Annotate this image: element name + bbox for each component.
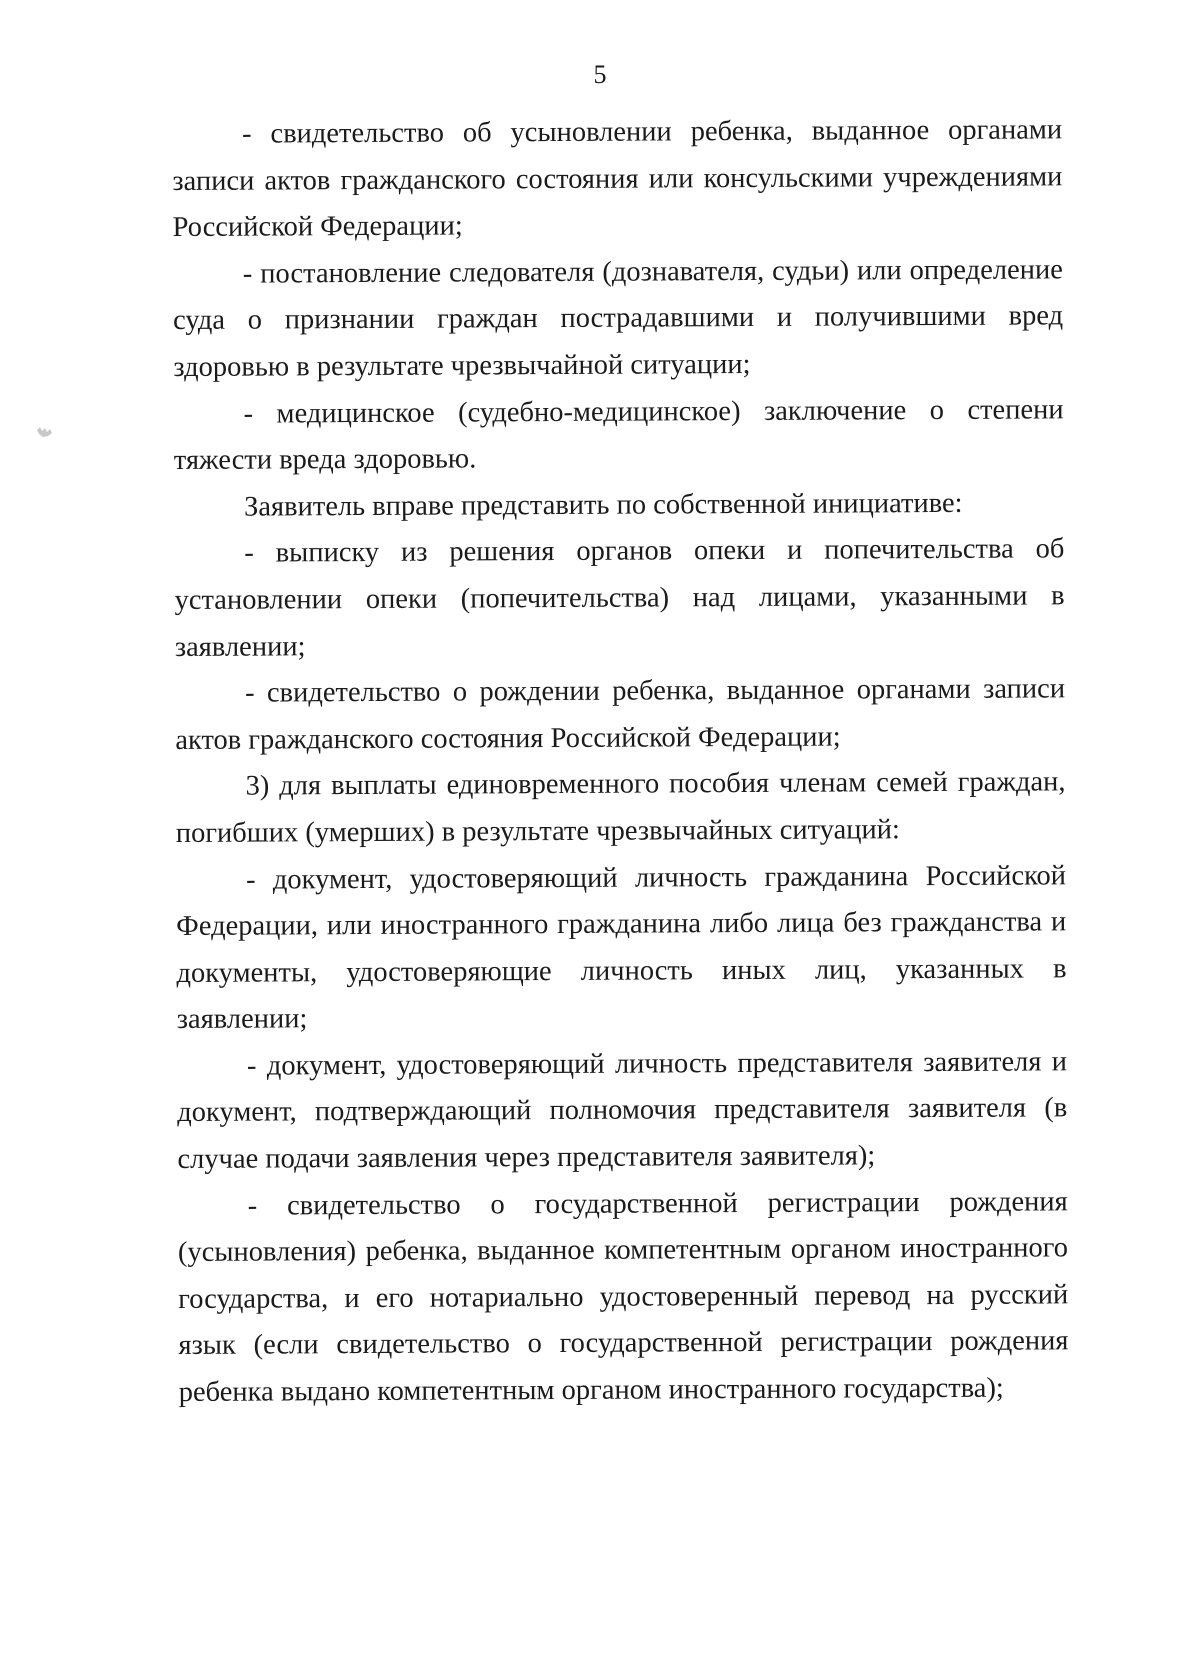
paragraph-birth-certificate: - свидетельство о рождении ребенка, выданное органами записи актов гражданского состояния Российской Федерации; <box>175 673 1066 756</box>
paragraph-medical-conclusion: - медицинское (судебно-медицинское) заключение о степени тяжести вреда здоровью. <box>173 393 1064 477</box>
paragraph-foreign-birth-registration: - свидетельство о государственной регистрации рождения (усыновления) ребенка, выданное компетентным органом иностранного государства, и его нотариально удостоверенный перевод на русский язык (если свидетельство о государственной регистрации рождения ребенка выдано компетентным органом иностранного государства); <box>177 1185 1069 1409</box>
page-number: 5 <box>593 60 607 89</box>
paragraph-representative-document: - документ, удостоверяющий личность представителя заявителя и документ, подтверждающий полномочия представителя заявителя (в случае подачи заявления через представителя заявителя); <box>177 1046 1068 1176</box>
paragraph-identity-document: - документ, удостоверяющий личность гражданина Российской Федерации, или иностранного гражданина либо лица без гражданства и документы, удостоверяющие личность иных лиц, указанных в заявлении; <box>176 859 1067 1036</box>
paragraph-investigator-resolution: - постановление следователя (дознавателя, судьи) или определение суда о признании граждан пострадавшими и получившими вред здоровью в результате чрезвычайной ситуации; <box>173 254 1064 383</box>
paragraph-adoption-certificate: - свидетельство об усыновлении ребенка, выданное органами записи актов гражданского состояния или консульскими учреждениями Российской Федерации; <box>172 114 1063 244</box>
paragraph-applicant-initiative: Заявитель вправе представить по собственной инициативе: <box>243 487 963 523</box>
paragraph-item-3: 3) для выплаты единовременного пособия членам семей граждан, погибших (умерших) в результате чрезвычайных ситуаций: <box>175 766 1066 849</box>
document-body <box>172 107 1069 1416</box>
paragraph-guardianship-extract: - выписку из решения органов опеки и попечительства об установлении опеки (попечительства) над лицами, указанными в заявлении; <box>174 533 1065 663</box>
scan-artifact-icon <box>36 426 54 438</box>
